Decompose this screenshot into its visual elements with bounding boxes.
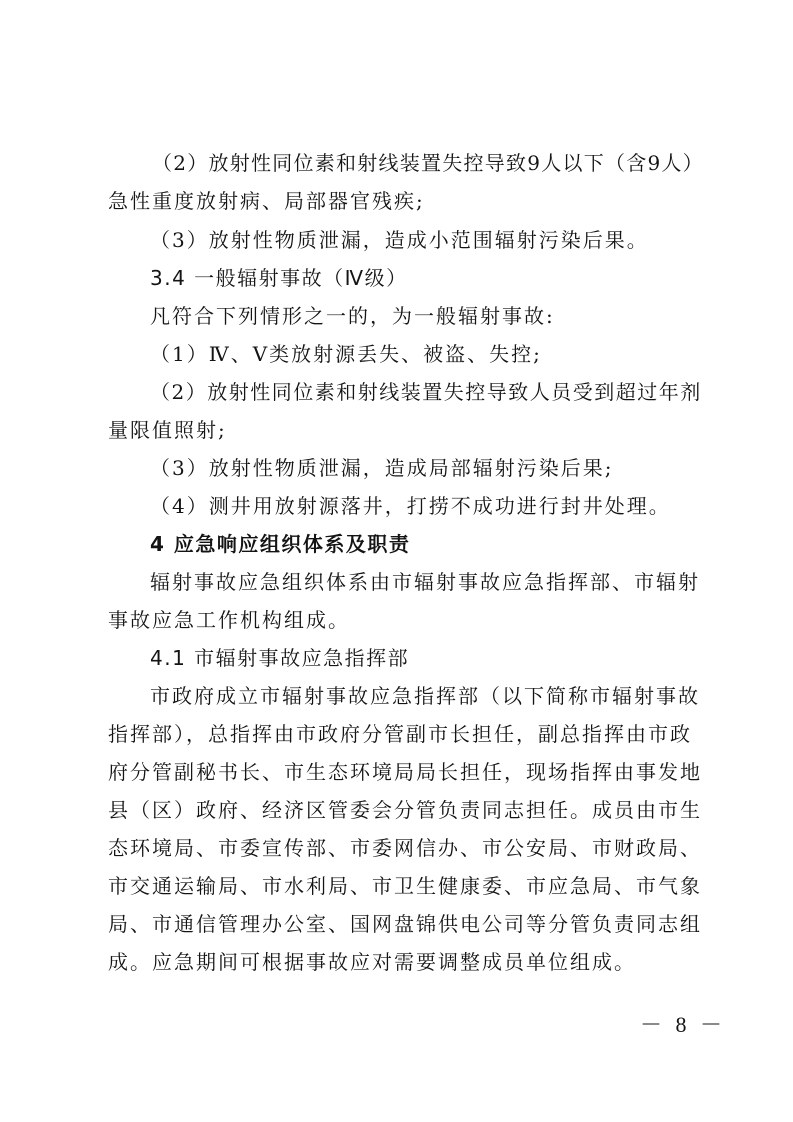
paragraph-line: （1）Ⅳ、Ⅴ类放射源丢失、被盗、失控;: [150, 342, 542, 366]
paragraph-line: 急性重度放射病、局部器官残疾;: [108, 189, 425, 213]
paragraph-line: 成。应急期间可根据事故应对需要调整成员单位组成。: [108, 950, 636, 974]
paragraph-line: 态环境局、市委宣传部、市委网信办、市公安局、市财政局、: [108, 836, 702, 860]
paragraph-line: 市政府成立市辐射事故应急指挥部（以下简称市辐射事故: [150, 684, 700, 708]
section-heading-3-4: 3.4 一般辐射事故（Ⅳ级）: [150, 266, 408, 290]
paragraph-line: （2）放射性同位素和射线装置失控导致9人以下（含9人）: [152, 151, 704, 175]
paragraph-line: 辐射事故应急组织体系由市辐射事故应急指挥部、市辐射: [150, 570, 700, 594]
page-number: － 8 －: [640, 1012, 727, 1037]
paragraph-line: （4）测井用放射源落井，打捞不成功进行封井处理。: [150, 494, 671, 518]
paragraph-line: 市交通运输局、市水利局、市卫生健康委、市应急局、市气象: [108, 874, 702, 898]
section-heading-4: 4 应急响应组织体系及职责: [150, 532, 411, 556]
paragraph-line: 局、市通信管理办公室、国网盘锦供电公司等分管负责同志组: [108, 912, 702, 936]
paragraph-line: 府分管副秘书长、市生态环境局局长担任，现场指挥由事发地: [108, 760, 702, 784]
paragraph-line: 凡符合下列情形之一的，为一般辐射事故:: [150, 304, 555, 328]
paragraph-line: 指挥部），总指挥由市政府分管副市长担任，副总指挥由市政: [108, 722, 692, 746]
paragraph-line: 量限值照射;: [108, 418, 227, 442]
paragraph-line: 事故应急工作机构组成。: [108, 608, 350, 632]
paragraph-line: 县（区）政府、经济区管委会分管负责同志担任。成员由市生: [108, 798, 702, 822]
paragraph-line: （2）放射性同位素和射线装置失控导致人员受到超过年剂: [150, 380, 702, 404]
paragraph-line: （3）放射性物质泄漏，造成小范围辐射污染后果。: [150, 228, 649, 252]
section-heading-4-1: 4.1 市辐射事故应急指挥部: [150, 646, 410, 670]
paragraph-line: （3）放射性物质泄漏，造成局部辐射污染后果;: [150, 456, 614, 480]
